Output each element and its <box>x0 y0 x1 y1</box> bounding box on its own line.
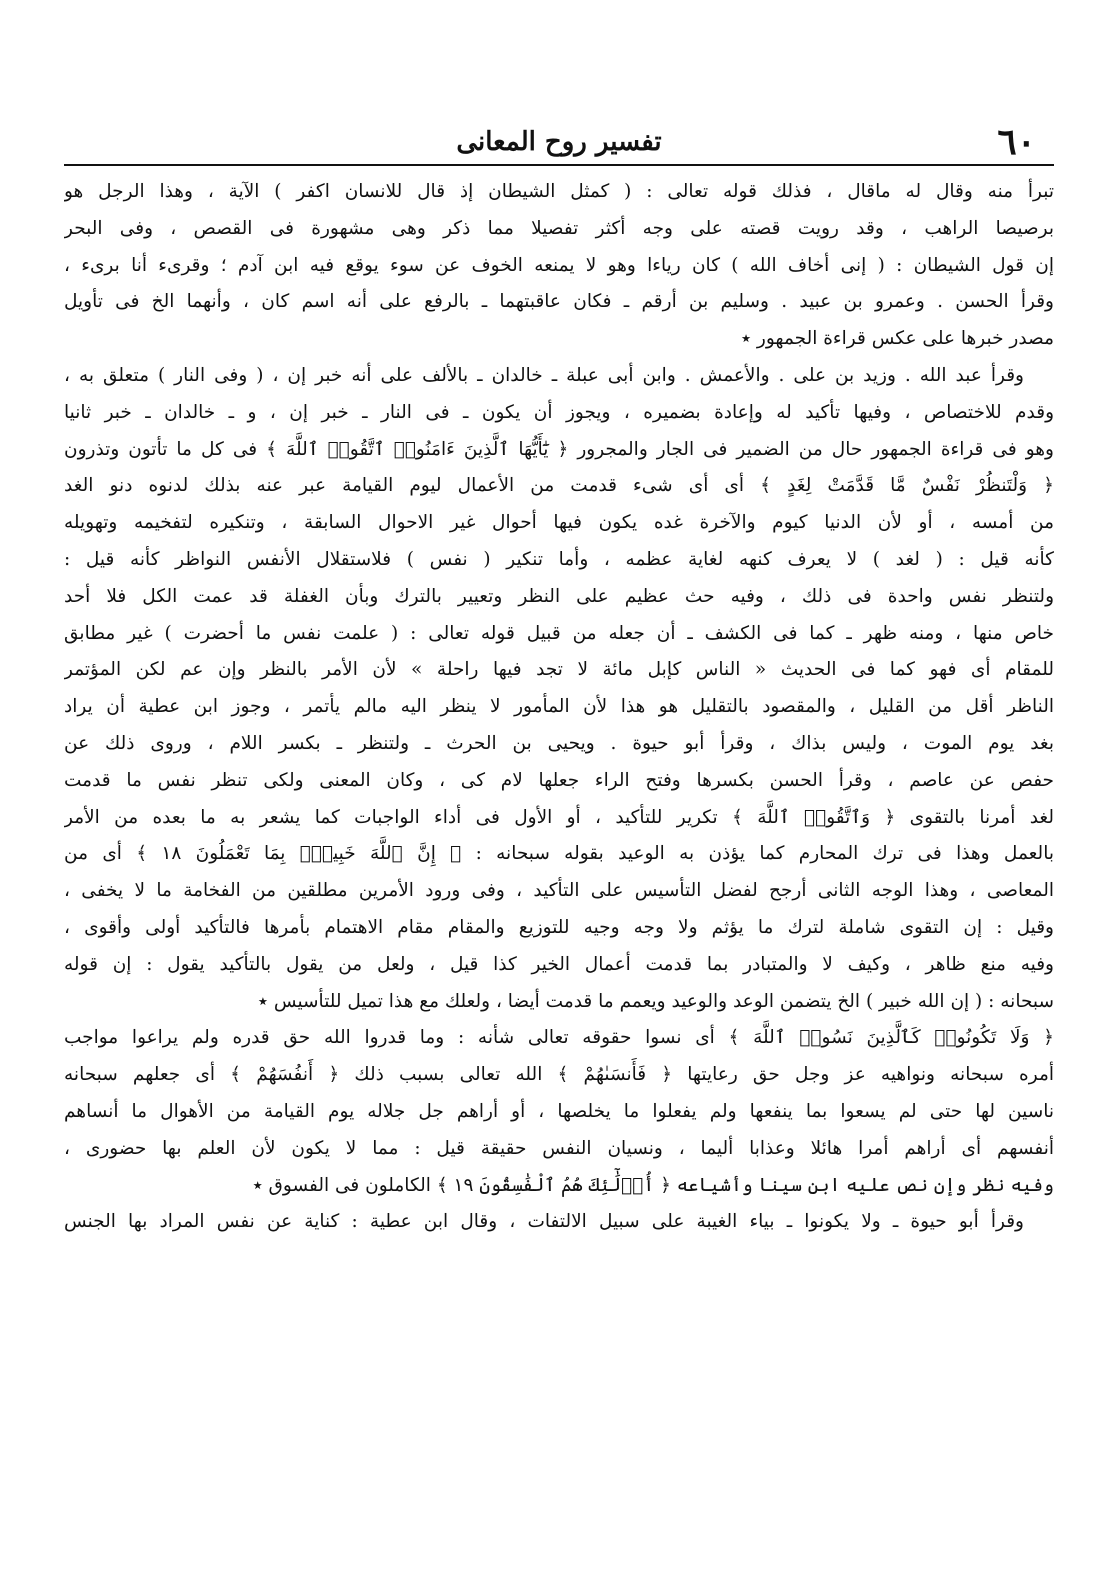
book-page <box>64 118 1054 1548</box>
text-line: أمره سبحانه ونواهيه عز وجل حق رعايتها ﴿ فَأَنسَىٰهُمْ ﴾ الله تعالى بسبب ذلك ﴿ أَنفُسَهُمْ ﴾ أى جعلهم سبحانه <box>64 1064 1054 1086</box>
running-title: تفسير روح المعانى <box>456 127 662 157</box>
text-line: كأنه قيل : ( لغد ) لا يعرف كنهه لغاية عظمه ، وأما تنكير ( نفس ) فلاستقلال الأنفس النواظر كأنه قيل : <box>64 548 1054 570</box>
body-text <box>64 174 1054 1241</box>
text-line: بغد يوم الموت ، وليس بذاك ، وقرأ أبو حيوة . ويحيى بن الحرث ـ ولتنظر ـ بكسر اللام ، وروى ذلك عن <box>64 732 1054 754</box>
text-line: المعاصى ، وهذا الوجه الثانى أرجح لفضل التأسيس على التأكيد ، وفى ورود الأمرين مطلقين من الفخامة ما لا يخفى ، <box>64 880 1054 902</box>
text-line: ولتنظر نفس واحدة فى ذلك ، وفيه حث عظيم على النظر وتعيير بالترك وبأن الغفلة قد عمت الكل فلا أحد <box>64 585 1054 607</box>
text-line: إن قول الشيطان : ( إنى أخاف الله ) كان رياءا وهو لا يمنعه الخوف عن سوء يوقع فيه ابن آدم ؛ وقرىء أنا برىء ، <box>64 254 1054 276</box>
text-line: وفيه منع ظاهر ، وكيف لا والمتبادر بما قدمت أعمال الخير كذا قيل ، ولعل من يقول بالتأكيد يقول : إن قوله <box>64 953 1054 975</box>
header-rule <box>64 164 1054 166</box>
text-line: وقدم للاختصاص ، وفيها تأكيد له وإعادة بضميره ، ويجوز أن يكون ـ فى النار ـ خبر إن ، و ـ خالدان ـ خبر ثانيا <box>64 401 1054 423</box>
text-line: للمقام أى فهو كما فى الحديث « الناس كإبل مائة لا تجد فيها راحلة » لأن الأمر بالنظر وإن عم لكن المؤتمر <box>64 659 1054 681</box>
text-line: لغد أمرنا بالتقوى ﴿ وَٱتَّقُوا۟ ٱللَّهَ ﴾ تكرير للتأكيد ، أو الأول فى أداء الواجبات كما يشعر به ما بعده من الأمر <box>64 806 1054 828</box>
text-line: وقرأ عبد الله . وزيد بن على . والأعمش . وابن أبى عبلة ـ خالدان ـ بالألف على أنه خبر إن ، ( وفى النار ) متعلق به ، <box>64 364 1024 386</box>
text-line: خاص منها ، ومنه ظهر ـ كما فى الكشف ـ أن جعله من قبيل قوله تعالى : ( علمت نفس ما أحضرت ) غير مطابق <box>64 622 1054 644</box>
text-line: وقرأ الحسن . وعمرو بن عبيد . وسليم بن أرقم ـ فكان عاقبتهما ـ بالرفع على أنه اسم كان ، وأنهما الخ فى تأويل <box>64 291 1054 313</box>
text-line: من أمسه ، أو لأن الدنيا كيوم والآخرة غده يكون فيها أحوال غير الاحوال السابقة ، وتنكيره لتفخيمه وتهويله <box>64 512 1054 534</box>
text-line: حفص عن عاصم ، وقرأ الحسن بكسرها وفتح الراء جعلها لام كى ، وكان المعنى ولكى تنظر نفس ما قدمت <box>64 769 1054 791</box>
text-line: وفيه نظر وإن نص عليه ابن سينا وأشياعه ﴿ أُو۟لَٰٓئِكَ هُمُ ٱلْفَٰسِقُونَ ١٩ ﴾ الكاملون فى الفسوق ٭ <box>252 1174 1054 1196</box>
text-line: تبرأ منه وقال له ماقال ، فذلك قوله تعالى : ( كمثل الشيطان إذ قال للانسان اكفر ) الآية ، وهذا الرجل هو <box>64 181 1054 202</box>
text-line: وقيل : إن التقوى شاملة لترك ما يؤثم ولا وجه وجيه للتوزيع والمقام مقام الاهتمام بأمرها فالتأكيد أولى وأقوى ، <box>64 916 1054 938</box>
text-line: برصيصا الراهب ، وقد رويت قصته على وجه أكثر تفصيلا مما ذكر وهى مشهورة فى القصص ، وفى البحر <box>64 217 1054 239</box>
text-line: أنفسهم أى أراهم أمرا هائلا وعذابا أليما ، ونسيان النفس حقيقة قيل : مما لا يكون لأن العلم بها حضورى ، <box>64 1137 1054 1159</box>
text-line: ﴿ وَلْتَنظُرْ نَفْسٌ مَّا قَدَّمَتْ لِغَدٍ ﴾ أى أى شىء قدمت من الأعمال ليوم القيامة عبر عنه بذلك لدنوه دنو الغد <box>64 475 1054 497</box>
text-line: وهو فى قراءة الجمهور حال من الضمير فى الجار والمجرور ﴿ يَٰٓأَيُّهَا ٱلَّذِينَ ءَامَنُوا۟ ٱتَّقُوا۟ ٱللَّهَ ﴾ فى كل ما تأتون وتذرون <box>64 438 1054 460</box>
text-line: ناسين لها حتى لم يسعوا بما ينفعها ولم يفعلوا ما يخلصها ، أو أراهم جل جلاله يوم القيامة من الأهوال ما أنساهم <box>64 1100 1054 1122</box>
text-line: بالعمل وهذا فى ترك المحارم كما يؤذن به الوعيد بقوله سبحانه : ﴿ إِنَّ ٱللَّهَ خَبِيرٌۢ بِمَا تَعْمَلُونَ ١٨ ﴾ أى من <box>64 843 1054 865</box>
text-line: ﴿ وَلَا تَكُونُوا۟ كَٱلَّذِينَ نَسُوا۟ ٱللَّهَ ﴾ أى نسوا حقوقه تعالى شأنه : وما قدروا الله حق قدره ولم يراعوا مواجب <box>64 1027 1054 1049</box>
text-line: الناظر أقل من القليل ، والمقصود بالتقليل هو هذا لأن المأمور لا ينظر اليه مالم يأتمر ، وجوز ابن عطية أن يراد <box>64 696 1054 718</box>
text-line: مصدر خبرها على عكس قراءة الجمهور ٭ <box>740 328 1054 350</box>
text-line: وقرأ أبو حيوة ـ ولا يكونوا ـ بياء الغيبة على سبيل الالتفات ، وقال ابن عطية : كناية عن نفس المراد بها الجنس <box>64 1211 1024 1233</box>
text-line: سبحانه : ( إن الله خبير ) الخ يتضمن الوعد والوعيد ويعمم ما قدمت أيضا ، ولعلك مع هذا تميل للتأسيس ٭ <box>257 990 1054 1012</box>
page-number: ٦٠ <box>997 121 1036 163</box>
page-header <box>64 118 1054 168</box>
